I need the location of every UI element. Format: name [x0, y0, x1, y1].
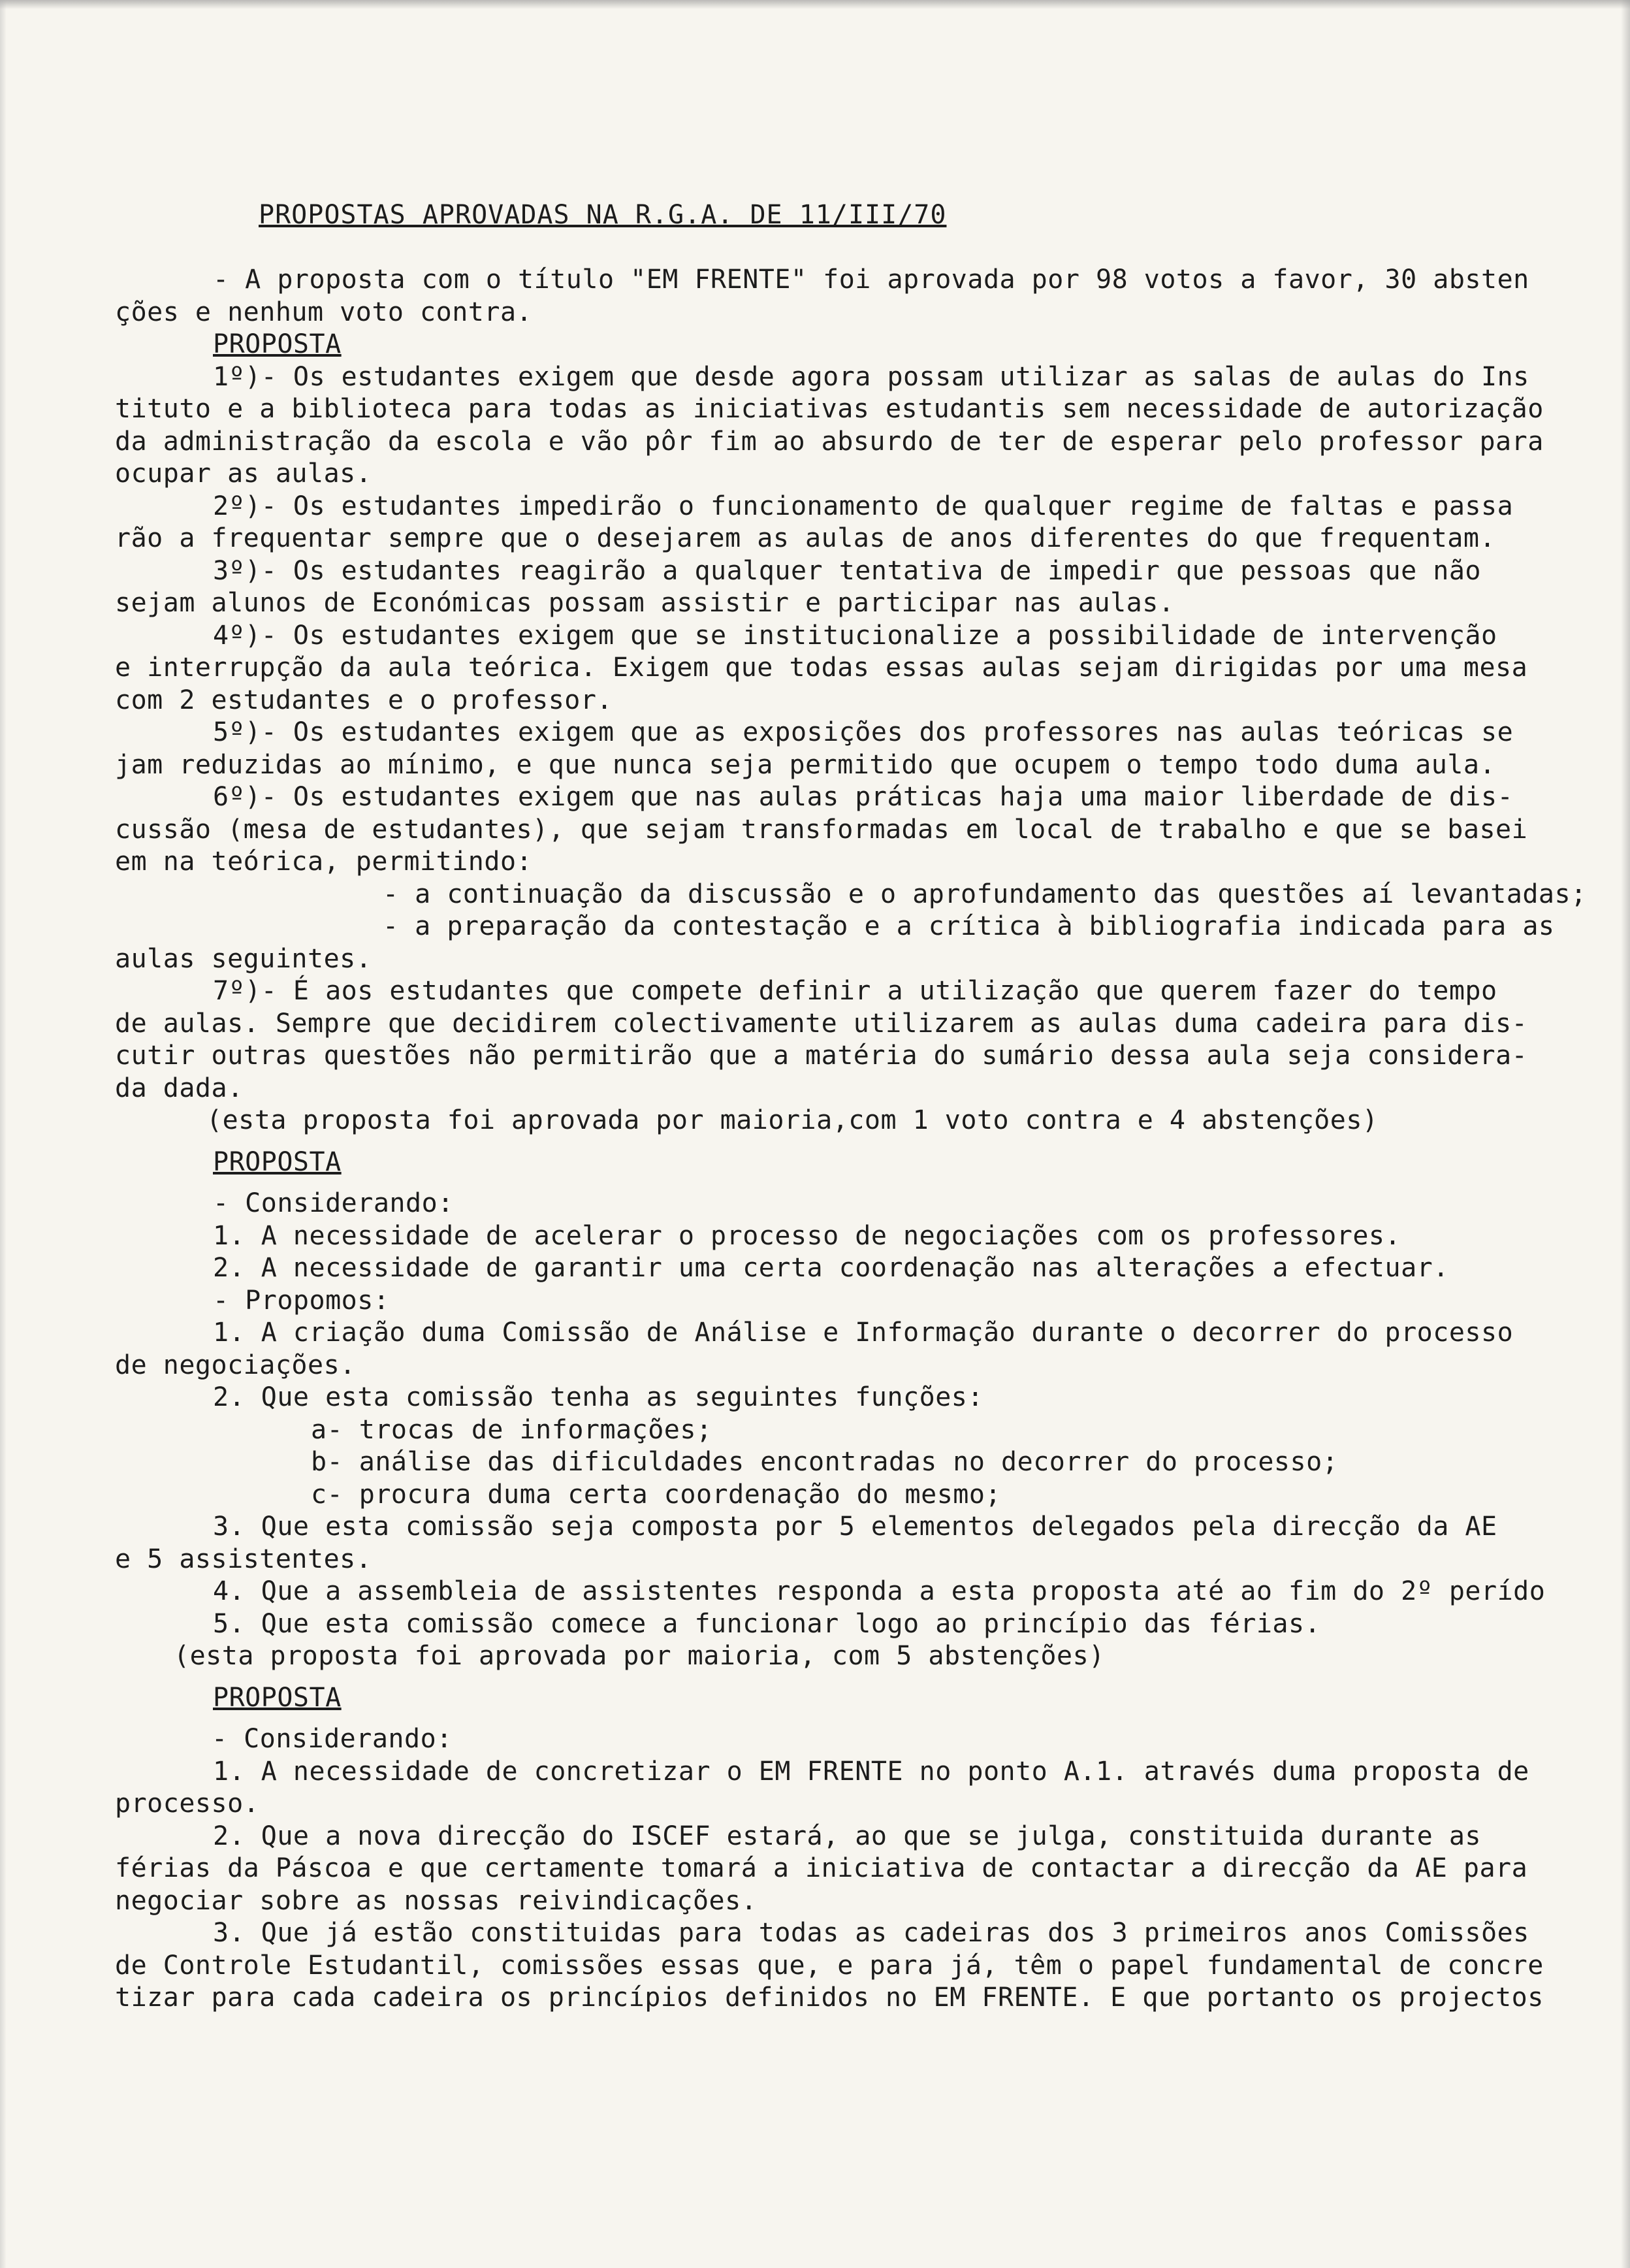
document-title: PROPOSTAS APROVADAS NA R.G.A. DE 11/III/70 [259, 200, 947, 230]
proposta-line: 2. Que a nova direcção do ISCEF estará, ao que se julga, constituida durante as [213, 1821, 1481, 1851]
proposta-line: 1º)- Os estudantes exigem que desde agora possam utilizar as salas de aulas do Ins [213, 361, 1529, 392]
scan-right-edge [1621, 0, 1630, 2268]
proposta-line: - a preparação da contestação e a crítica à bibliografia indicada para as [383, 911, 1555, 941]
proposta-line: - Propomos: [213, 1285, 390, 1316]
proposta-line: 1. A criação duma Comissão de Análise e Informação durante o decorrer do processo [213, 1318, 1514, 1348]
proposta-line: tituto e a biblioteca para todas as iniciativas estudantis sem necessidade de autorização [115, 394, 1544, 424]
proposta-line: em na teórica, permitindo: [115, 847, 533, 877]
proposta-line: 6º)- Os estudantes exigem que nas aulas práticas haja uma maior liberdade de dis- [213, 782, 1514, 812]
proposta-line: de Controle Estudantil, comissões essas que, e para já, têm o papel fundamental de concre [115, 1950, 1544, 1981]
proposta-line: b- análise das dificuldades encontradas no decorrer do processo; [311, 1447, 1339, 1477]
proposta-heading: PROPOSTA [213, 329, 342, 359]
proposta-line: 3º)- Os estudantes reagirão a qualquer tentativa de impedir que pessoas que não [213, 555, 1481, 586]
document-body [115, 264, 1587, 2015]
proposta-line: 1. A necessidade de acelerar o processo de negociações com os professores. [213, 1220, 1401, 1251]
proposta-line: férias da Páscoa e que certamente tomará a iniciativa de contactar a direcção da AE para [115, 1853, 1528, 1883]
proposta-line: - Considerando: [213, 1188, 454, 1218]
proposta-line: - a continuação da discussão e o aprofundamento das questões aí levantadas; [383, 879, 1587, 909]
proposta-line: jam reduzidas ao mínimo, e que nunca seja permitido que ocupem o tempo todo duma aula. [115, 749, 1496, 780]
proposta-line: de negociações. [115, 1350, 356, 1380]
proposta-line: tizar para cada cadeira os princípios definidos no EM FRENTE. E que portanto os projectos [115, 1983, 1544, 2013]
proposta-line: rão a frequentar sempre que o desejarem as aulas de anos diferentes do que frequentam. [115, 523, 1496, 553]
intro-line: - A proposta com o título "EM FRENTE" foi aprovada por 98 votos a favor, 30 absten [213, 265, 1529, 295]
proposta-line: ocupar as aulas. [115, 459, 372, 489]
proposta-line: 4º)- Os estudantes exigem que se institucionalize a possibilidade de intervenção [213, 620, 1497, 651]
proposta-line: 1. A necessidade de concretizar o EM FRENTE no ponto A.1. através duma proposta de [213, 1756, 1529, 1787]
proposta-line: c- procura duma certa coordenação do mesmo; [311, 1479, 1002, 1510]
proposta-line: 3. Que esta comissão seja composta por 5 elementos delegados pela direcção da AE [213, 1512, 1497, 1542]
proposta-result: (esta proposta foi aprovada por maioria,com 1 voto contra e 4 abstenções) [206, 1105, 1379, 1135]
proposta-line: 7º)- É aos estudantes que compete definir a utilização que querem fazer do tempo [213, 976, 1497, 1006]
proposta-line: sejam alunos de Económicas possam assistir e participar nas aulas. [115, 588, 1175, 618]
proposta-line: 2. Que esta comissão tenha as seguintes funções: [213, 1382, 983, 1412]
proposta-line: aulas seguintes. [115, 943, 372, 974]
proposta-line: cussão (mesa de estudantes), que sejam transformadas em local de trabalho e que se basei [115, 814, 1528, 845]
proposta-line: da administração da escola e vão pôr fim ao absurdo de ter de esperar pelo professor para [115, 426, 1544, 457]
proposta-line: com 2 estudantes e o professor. [115, 685, 613, 715]
proposta-heading: PROPOSTA [213, 1146, 342, 1177]
proposta-line: da dada. [115, 1073, 244, 1103]
proposta-line: negociar sobre as nossas reivindicações. [115, 1885, 758, 1916]
proposta-line: de aulas. Sempre que decidirem colectivamente utilizarem as aulas duma cadeira para dis- [115, 1008, 1528, 1039]
scan-top-edge [0, 0, 1630, 9]
intro-line: ções e nenhum voto contra. [115, 297, 533, 327]
proposta-line: 4. Que a assembleia de assistentes responda a esta proposta até ao fim do 2º perído [213, 1576, 1546, 1606]
proposta-line: 5. Que esta comissão comece a funcionar logo ao princípio das férias. [213, 1608, 1321, 1639]
proposta-line: 2. A necessidade de garantir uma certa coordenação nas alterações a efectuar. [213, 1253, 1449, 1283]
proposta-line: cutir outras questões não permitirão que a matéria do sumário dessa aula seja considera- [115, 1041, 1528, 1071]
proposta-line: processo. [115, 1789, 260, 1819]
proposta-line: e 5 assistentes. [115, 1544, 372, 1574]
proposta-line: 3. Que já estão constituidas para todas as cadeiras dos 3 primeiros anos Comissões [213, 1918, 1529, 1948]
scan-left-edge [0, 0, 7, 2268]
proposta-line: - Considerando: [212, 1724, 453, 1754]
proposta-result: (esta proposta foi aprovada por maioria, com 5 abstenções) [174, 1641, 1105, 1671]
proposta-line: e interrupção da aula teórica. Exigem que todas essas aulas sejam dirigidas por uma mesa [115, 653, 1528, 683]
proposta-line: 2º)- Os estudantes impedirão o funcionamento de qualquer regime de faltas e passa [213, 491, 1514, 521]
proposta-line: 5º)- Os estudantes exigem que as exposições dos professores nas aulas teóricas se [213, 717, 1514, 747]
proposta-heading: PROPOSTA [213, 1682, 342, 1713]
proposta-line: a- trocas de informações; [311, 1414, 712, 1445]
